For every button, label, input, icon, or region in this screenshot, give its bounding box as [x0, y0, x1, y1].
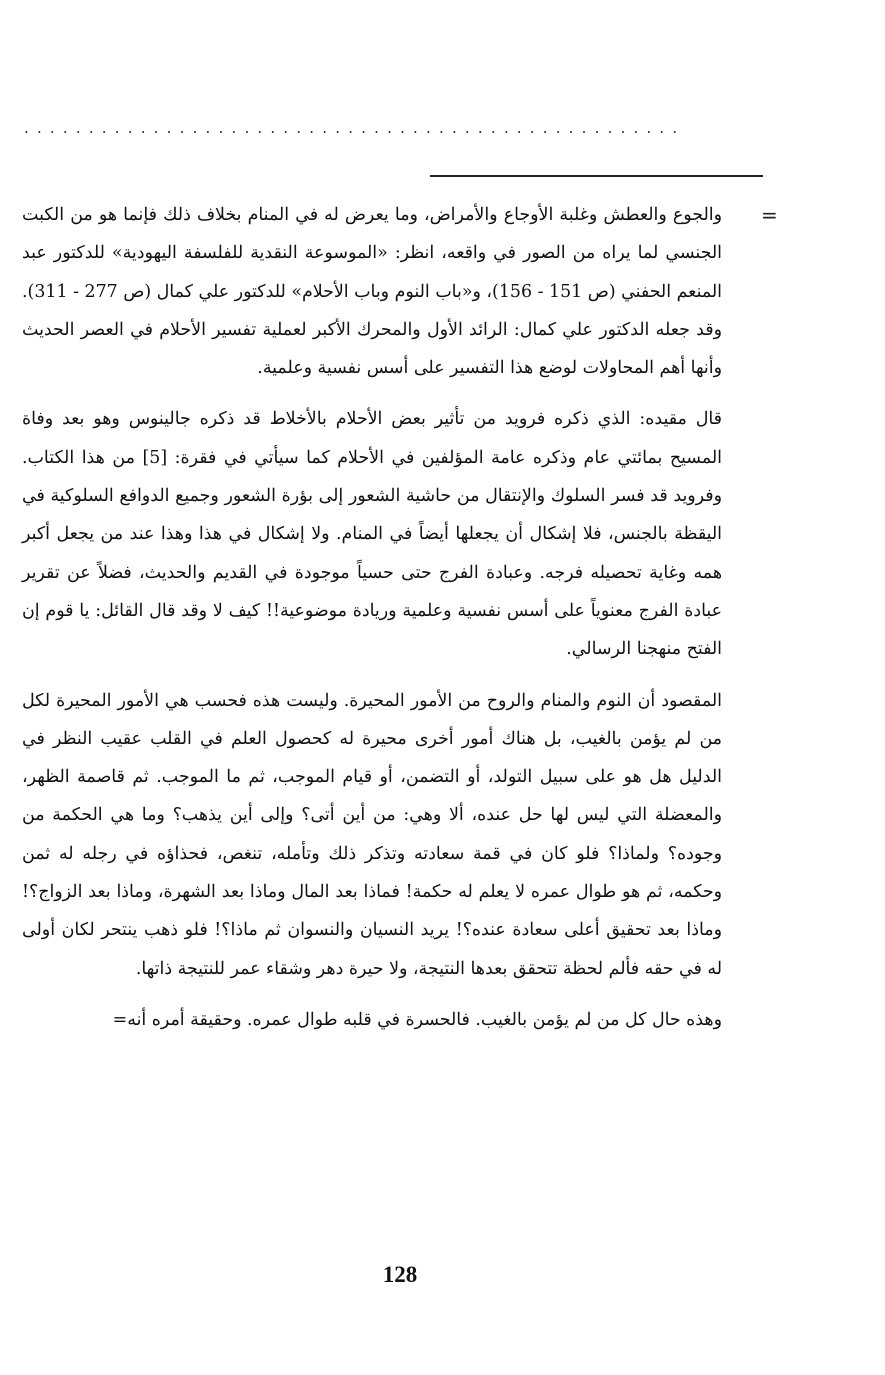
paragraph-3: المقصود أن النوم والمنام والروح من الأمور المحيرة. وليست هذه فحسب هي الأمور المحيرة لكل من لم يؤمن بالغيب، بل هناك أمور أخرى محيرة له كحصول العلم في القلب عقيب النظر في الدليل هل هو على سبيل التولد، أو التضمن، أو قيام الموجب، ثم ما الموجب. ثم قاصمة الظهر، والمعضلة التي ليس لها حل عنده، ألا وهي: من أين أتى؟ وإلى أين يذهب؟ وما هي الحكمة من وجوده؟ ولماذا؟ فلو كان في قمة سعادته وتذكر ذلك وتأمله، تنغص، فحذاؤه في رجله له ثمن وحكمه، ثم هو طوال عمره لا يعلم له حكمة! فماذا بعد المال وماذا بعد الشهرة، وماذا بعد الزواج؟! وماذا بعد تحقيق أعلى سعادة عنده؟! يريد النسيان والنسوان ثم ماذا؟! فلو ذهب ينتحر لكان أولى له في حقه فألم لحظة تتحقق بعدها النتيجة، ولا حيرة دهر وشقاء عمر للنتيجة ذاتها.: [22, 690, 722, 979]
dotted-separator: ...................................................: [24, 119, 686, 137]
paragraph-2: قال مقيده: الذي ذكره فرويد من تأثير بعض الأحلام بالأخلاط قد ذكره جالينوس وهو بعد وفاة المسيح بمائتي عام وذكره عامة المؤلفين في الأحلام كما سيأتي في فقرة: [5] من هذا الكتاب. وفرويد قد فسر السلوك والإنتقال من حاشية الشعور إلى بؤرة الشعور وجميع الدوافع السلوكية في اليقظة بالجنس، فلا إشكال أن يجعلها أيضاً في المنام. ولا إشكال في هذا وهذا عند من يجعل أكبر همه وغاية تحصيله فرجه. وعبادة الفرج حتى حسياً موجودة في القديم والحديث، فضلاً عن تقرير عبادة الفرج معنوياً على أسس نفسية وعلمية وريادة موضوعية!! كيف لا وقد قال القائل: يا قوم إن الفتح منهجنا الرسالي.: [22, 409, 723, 660]
footnote-body: [22, 196, 722, 1052]
paragraph-4: وهذه حال كل من لم يؤمن بالغيب. فالحسرة في قلبه طوال عمره. وحقيقة أمره أنه=: [112, 1009, 722, 1030]
footnote-rule: [430, 175, 763, 177]
paragraph-1: والجوع والعطش وغلبة الأوجاع والأمراض، وما يعرض له في المنام بخلاف ذلك فإنما هو من الكبت الجنسي لما يراه من الصور في واقعه، انظر: «الموسوعة النقدية للفلسفة اليهودية» للدكتور عبد المنعم الحفني (ص 151 - 156)، و«باب النوم وباب الأحلام» للدكتور علي كمال (ص 277 - 311). وقد جعله الدكتور علي كمال: الرائد الأول والمحرك الأكبر لعملية تفسير الأحلام في العصر الحديث وأنها أهم المحاولات لوضع هذا التفسير على أسس نفسية وعلمية.: [22, 205, 723, 379]
continuation-mark: =: [761, 203, 778, 227]
page-number: 128: [382, 1262, 418, 1287]
